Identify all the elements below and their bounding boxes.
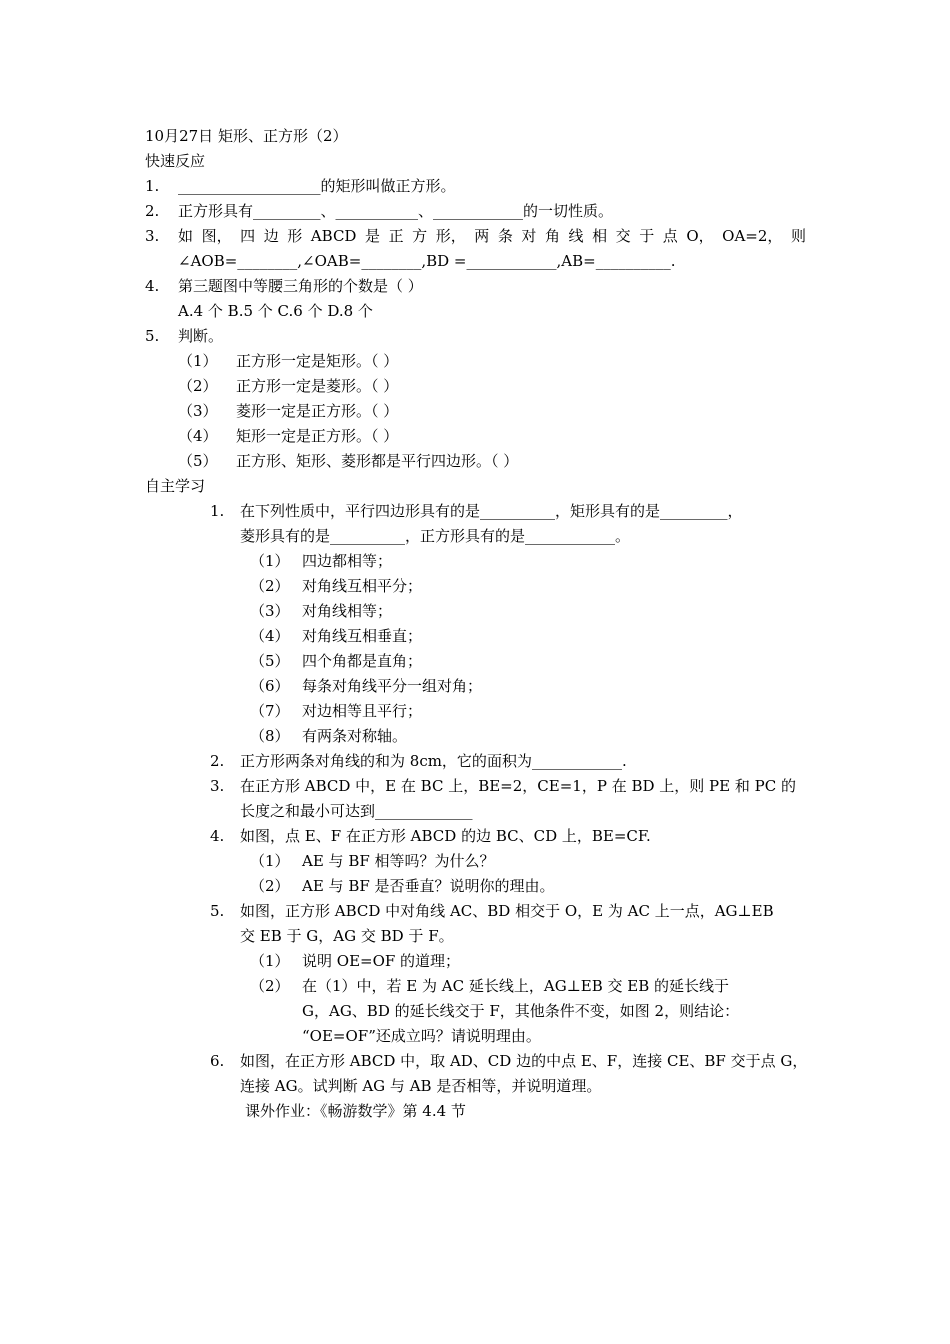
sub-item-text: 矩形一定是正方形。（ ） [236, 427, 399, 445]
sub-item-text: 每条对角线平分一组对角； [302, 677, 483, 695]
word: 交 [615, 227, 631, 245]
word: 形， [435, 227, 466, 245]
sub-item-text: 四边都相等； [302, 552, 393, 570]
sub-item-text: 对角线互相垂直； [302, 627, 423, 645]
question-text: 正方形具有_________、___________、____________的一切性质。 [178, 202, 614, 220]
sub-item-text: 对角线相等； [302, 602, 393, 620]
word: 条 [497, 227, 513, 245]
question-text: 第三题图中等腰三角形的个数是（ ） [178, 277, 423, 295]
question-number: 3. [210, 777, 225, 795]
sub-item-text: 正方形一定是菱形。（ ） [236, 377, 399, 395]
sub-item-number: （2） [250, 577, 290, 595]
sub-item-text: 说明 OE=OF 的道理； [302, 952, 461, 970]
sub-item-text: G，AG、BD 的延长线交于 F，其他条件不变，如图 2，则结论： [302, 1002, 740, 1020]
sub-item-text: 菱形一定是正方形。（ ） [236, 402, 399, 420]
sub-item-number: （5） [178, 452, 218, 470]
word: 形 [287, 227, 303, 245]
word: 对 [521, 227, 537, 245]
question-number: 2. [145, 202, 160, 220]
word: 两 [474, 227, 490, 245]
sub-item-number: （3） [250, 602, 290, 620]
sub-item-number: （1） [250, 852, 290, 870]
sub-item-number: （1） [178, 352, 218, 370]
question-text: 在正方形 ABCD 中，E 在 BC 上，BE=2，CE=1，P 在 BD 上，则 PE 和 PC 的 [240, 777, 796, 795]
word: 是 [365, 227, 381, 245]
question-text: 交 EB 于 G，AG 交 BD 于 F。 [240, 927, 454, 945]
sub-item-number: （7） [250, 702, 290, 720]
question-text: 长度之和最小可达到_____________ [240, 802, 473, 820]
sub-item-number: （2） [250, 977, 290, 995]
sub-item-text: “OE=OF”还成立吗？请说明理由。 [302, 1027, 541, 1045]
sub-item-number: （4） [250, 627, 290, 645]
sub-item-number: （6） [250, 677, 290, 695]
question-number: 6. [210, 1052, 225, 1070]
question-number: 4. [145, 277, 160, 295]
question-number: 1. [145, 177, 160, 195]
question-text: 如图，点 E、F 在正方形 ABCD 的边 BC、CD 上，BE=CF. [240, 827, 651, 845]
sub-item-text: AE 与 BF 是否垂直？说明你的理由。 [302, 877, 555, 895]
word: 相 [592, 227, 608, 245]
question-text: 判断。 [178, 327, 224, 345]
question-text: ___________________的矩形叫做正方形。 [178, 177, 456, 195]
sub-item-number: （1） [250, 952, 290, 970]
word: OA=2， [722, 227, 783, 245]
word: 如 [178, 227, 194, 245]
sub-item-number: （5） [250, 652, 290, 670]
word: O， [686, 227, 714, 245]
question-text: 菱形具有的是__________，正方形具有的是____________。 [240, 527, 631, 545]
question-text-justified [178, 226, 806, 246]
sub-item-number: （4） [178, 427, 218, 445]
question-text: ∠AOB=________,∠OAB=________,BD =____________,AB=__________. [178, 252, 676, 270]
sub-item-text: AE 与 BF 相等吗？为什么？ [302, 852, 495, 870]
sub-item-text: 对边相等且平行； [302, 702, 423, 720]
section-heading-quick-response: 快速反应 [145, 152, 206, 170]
question-text: 在下列性质中，平行四边形具有的是__________，矩形具有的是_________， [240, 502, 743, 520]
sub-item-number: （3） [178, 402, 218, 420]
word: 角 [544, 227, 560, 245]
question-number: 2. [210, 752, 225, 770]
question-text: 如图，正方形 ABCD 中对角线 AC、BD 相交于 O，E 为 AC 上一点，AG⊥EB [240, 902, 774, 920]
section-heading-self-study: 自主学习 [145, 477, 206, 495]
question-number: 5. [145, 327, 160, 345]
word: 图， [201, 227, 232, 245]
page-title: 10月27日 矩形、正方形（2） [145, 127, 348, 145]
sub-item-text: 有两条对称轴。 [302, 727, 408, 745]
question-number: 5. [210, 902, 225, 920]
word: 于 [639, 227, 655, 245]
sub-item-number: （2） [178, 377, 218, 395]
question-text: 如图，在正方形 ABCD 中，取 AD、CD 边的中点 E、F，连接 CE、BF 交于点 G， [240, 1052, 808, 1070]
question-number: 1. [210, 502, 225, 520]
word: 则 [790, 227, 806, 245]
question-number: 3. [145, 227, 160, 245]
question-text: 正方形两条对角线的和为 8cm，它的面积为____________. [240, 752, 627, 770]
word: ABCD [310, 227, 357, 245]
word: 点 [662, 227, 678, 245]
word: 边 [263, 227, 279, 245]
sub-item-text: 正方形一定是矩形。（ ） [236, 352, 399, 370]
homework-note: 课外作业：《畅游数学》第 4.4 节 [245, 1102, 466, 1120]
word: 线 [568, 227, 584, 245]
word: 方 [412, 227, 428, 245]
question-text: 连接 AG。试判断 AG 与 AB 是否相等，并说明道理。 [240, 1077, 602, 1095]
word: 正 [388, 227, 404, 245]
sub-item-number: （1） [250, 552, 290, 570]
answer-options: A.4 个 B.5 个 C.6 个 D.8 个 [178, 302, 373, 320]
sub-item-number: （8） [250, 727, 290, 745]
sub-item-text: 对角线互相平分； [302, 577, 423, 595]
word: 四 [240, 227, 256, 245]
sub-item-text: 在（1）中，若 E 为 AC 延长线上，AG⊥EB 交 EB 的延长线于 [302, 977, 730, 995]
sub-item-text: 四个角都是直角； [302, 652, 423, 670]
sub-item-number: （2） [250, 877, 290, 895]
sub-item-text: 正方形、矩形、菱形都是平行四边形。（ ） [236, 452, 519, 470]
question-number: 4. [210, 827, 225, 845]
